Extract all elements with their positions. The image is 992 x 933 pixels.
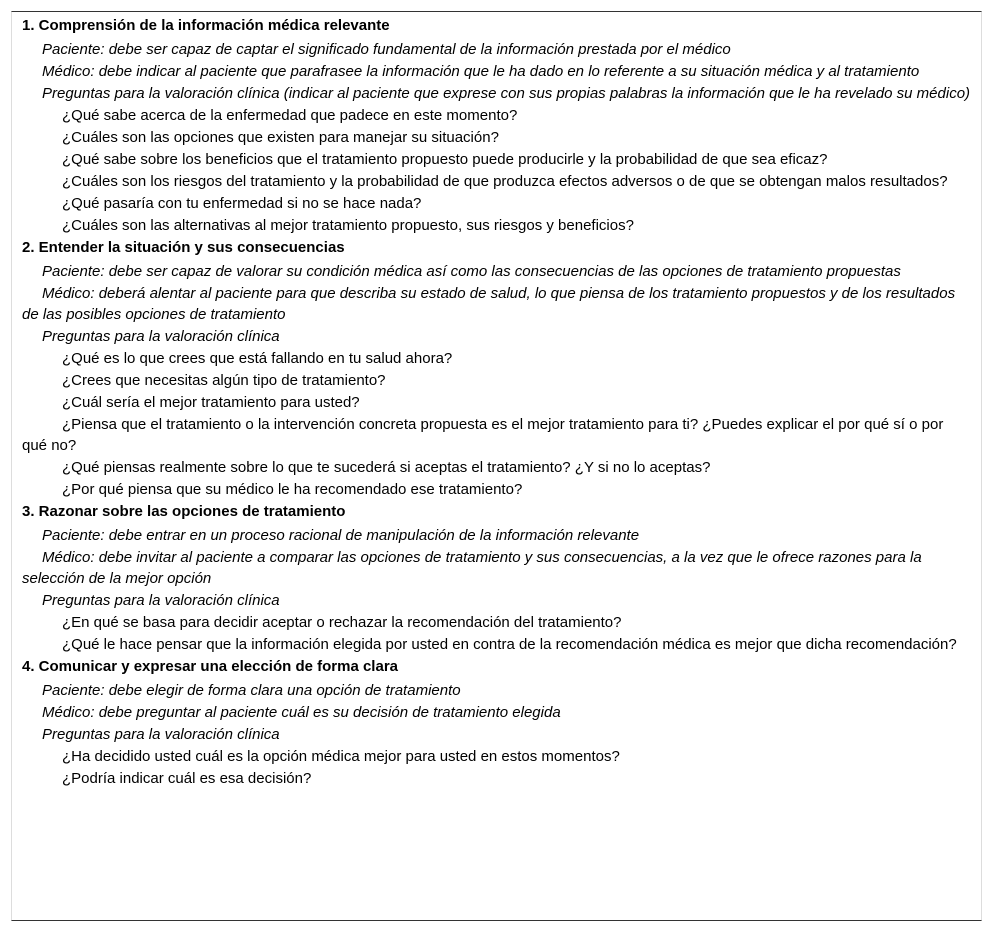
section-title-text: . Comunicar y expresar una elección de forma clara	[30, 657, 398, 675]
question-item: ¿Cuáles son las alternativas al mejor tratamiento propuesto, sus riesgos y beneficios?	[62, 216, 634, 234]
questions-label: Preguntas para la valoración clínica	[42, 725, 280, 743]
section-number: 4	[22, 657, 31, 675]
question-item: ¿Cuál sería el mejor tratamiento para usted?	[62, 393, 360, 411]
questions-label: Preguntas para la valoración clínica (indicar al paciente que exprese con sus propias palabras la información que le ha revelado su médico)	[42, 84, 971, 102]
section-4	[22, 656, 971, 789]
question-item: ¿Cuáles son las opciones que existen para manejar su situación?	[62, 128, 499, 146]
doctor-line: Médico: debe preguntar al paciente cuál es su decisión de tratamiento elegida	[42, 703, 561, 721]
doctor-line: Médico: debe indicar al paciente que parafrasee la información que le ha dado en lo referente a su situación médica y al tratamiento	[42, 62, 920, 80]
section-number: 1	[22, 17, 31, 34]
section-title	[22, 15, 971, 38]
section-title-text: . Razonar sobre las opciones de tratamiento	[30, 502, 346, 520]
questions-label: Preguntas para la valoración clínica	[42, 591, 280, 609]
question-item: ¿Qué sabe acerca de la enfermedad que padece en este momento?	[62, 106, 518, 124]
question-item: ¿Qué sabe sobre los beneficios que el tratamiento propuesto puede producirle y la probabilidad de que sea eficaz?	[62, 150, 828, 168]
doctor-line: Médico: deberá alentar al paciente para que describa su estado de salud, lo que piensa de los tratamiento propuestos y de los resultados de las posibles opciones de tratamiento	[22, 284, 956, 323]
question-item: ¿Cuáles son los riesgos del tratamiento y la probabilidad de que produzca efectos adversos o de que se obtengan malos resultados?	[62, 172, 948, 190]
question-item: ¿Qué es lo que crees que está fallando en tu salud ahora?	[62, 349, 453, 367]
section-title-text: . Comprensión de la información médica relevante	[30, 17, 390, 34]
doctor-line: Médico: debe invitar al paciente a comparar las opciones de tratamiento y sus consecuencias, a la vez que le ofrece razones para la selección de la mejor opción	[22, 548, 922, 587]
question-item: ¿Piensa que el tratamiento o la intervención concreta propuesta es el mejor tratamiento para ti? ¿Puedes explicar el por qué sí o por qué no?	[22, 415, 944, 454]
section-1	[22, 15, 971, 236]
questions-label: Preguntas para la valoración clínica	[42, 327, 280, 345]
question-item: ¿Qué pasaría con tu enfermedad si no se hace nada?	[62, 194, 422, 212]
question-item: ¿Podría indicar cuál es esa decisión?	[62, 769, 312, 787]
question-item: ¿Qué piensas realmente sobre lo que te sucederá si aceptas el tratamiento? ¿Y si no lo aceptas?	[62, 458, 711, 476]
patient-line: Paciente: debe elegir de forma clara una opción de tratamiento	[42, 681, 461, 699]
question-item: ¿Ha decidido usted cuál es la opción médica mejor para usted en estos momentos?	[62, 747, 620, 765]
section-title	[22, 656, 971, 679]
section-title	[22, 237, 971, 260]
question-item: ¿Por qué piensa que su médico le ha recomendado ese tratamiento?	[62, 480, 523, 498]
section-title-text: . Entender la situación y sus consecuencias	[30, 238, 345, 256]
section-3	[22, 501, 971, 655]
question-item: ¿Qué le hace pensar que la información elegida por usted en contra de la recomendación médica es mejor que dicha recomendación?	[62, 635, 957, 653]
patient-line: Paciente: debe ser capaz de valorar su condición médica así como las consecuencias de las opciones de tratamiento propuestas	[42, 262, 901, 280]
section-2	[22, 237, 971, 500]
patient-line: Paciente: debe entrar en un proceso racional de manipulación de la información relevante	[42, 526, 640, 544]
section-title	[22, 501, 971, 524]
criteria-table	[11, 11, 982, 921]
patient-line: Paciente: debe ser capaz de captar el significado fundamental de la información prestada por el médico	[42, 40, 731, 58]
question-item: ¿Crees que necesitas algún tipo de tratamiento?	[62, 371, 386, 389]
section-number: 2	[22, 238, 31, 256]
question-item: ¿En qué se basa para decidir aceptar o rechazar la recomendación del tratamiento?	[62, 613, 622, 631]
section-number: 3	[22, 502, 31, 520]
